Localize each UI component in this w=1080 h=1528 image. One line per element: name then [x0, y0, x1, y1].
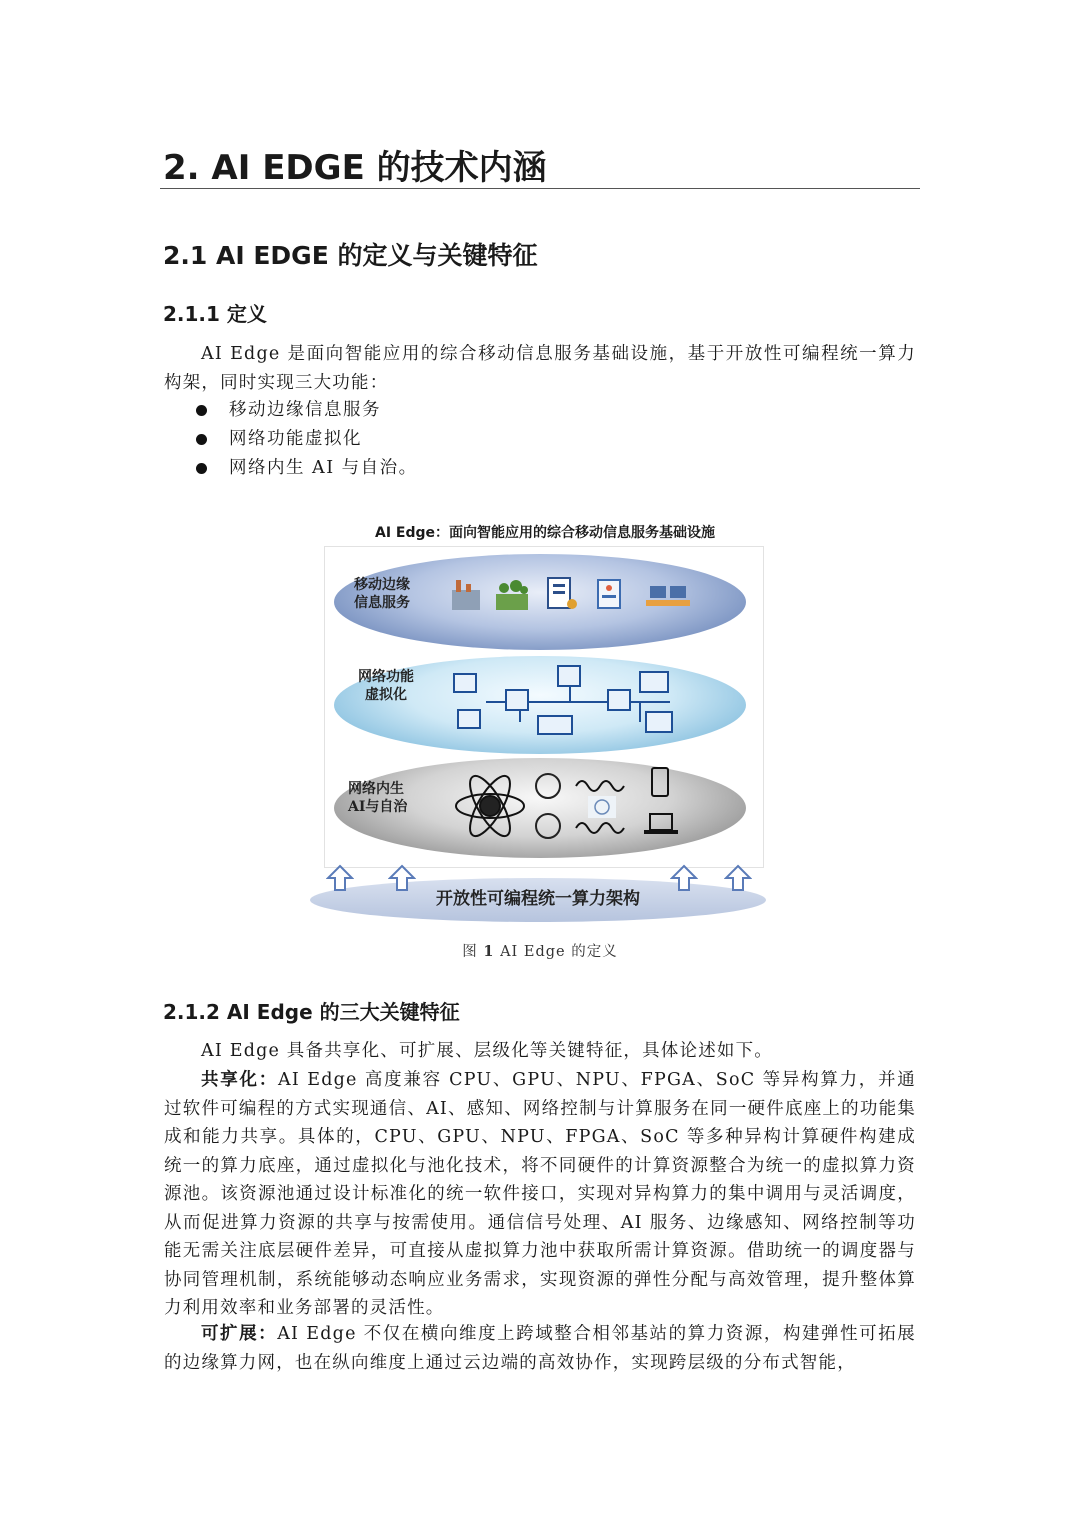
sharing-paragraph	[164, 1066, 916, 1323]
scalable-label: 可扩展：	[201, 1324, 278, 1344]
caption-text: AI Edge 的定义	[494, 944, 618, 960]
brain-icon	[536, 774, 560, 838]
layer-label-line: 信息服务	[354, 595, 410, 611]
subsection-title-definition: 2.1.1 定义	[163, 302, 267, 326]
definition-paragraph: AI Edge 是面向智能应用的综合移动信息服务基础设施，基于开放性可编程统一算力构架，同时实现三大功能：	[164, 344, 916, 393]
base-platform-label: 开放性可编程统一算力架构	[436, 889, 640, 909]
report-icon	[598, 580, 620, 608]
bullet-icon	[196, 434, 207, 445]
native-ai-icons	[446, 758, 706, 846]
layer-label-nfv	[358, 668, 414, 704]
farm-icon	[496, 580, 528, 610]
figure-title: AI Edge：面向智能应用的综合移动信息服务基础设施	[374, 525, 716, 541]
document-icon	[548, 578, 577, 609]
ai-edge-definition-figure	[310, 518, 780, 928]
bullet-icon	[196, 463, 207, 474]
laptop-icon	[644, 814, 678, 834]
figure-caption	[0, 940, 1080, 961]
fingerprint-icon	[588, 796, 616, 818]
layer-label-line: AI与自治	[348, 799, 408, 815]
list-item-text: 移动边缘信息服务	[229, 400, 381, 420]
scalable-text: AI Edge 不仅在横向维度上跨域整合相邻基站的算力资源，构建弹性可拓展的边缘算力网，也在纵向维度上通过云边端的高效协作，实现跨层级的分布式智能，	[164, 1324, 916, 1373]
layer-label-line: 虚拟化	[365, 687, 407, 703]
smartphone-icon	[652, 768, 668, 796]
layer-label-line: 移动边缘	[354, 577, 410, 593]
server-icon	[454, 674, 480, 728]
workstation-icon	[646, 586, 690, 606]
caption-prefix: 图	[462, 944, 484, 960]
layer-label-line: 网络功能	[358, 669, 414, 685]
switch-icon	[506, 690, 630, 710]
chapter-divider	[160, 188, 920, 189]
list-item	[196, 425, 418, 454]
nfv-topology-icons	[450, 662, 700, 738]
list-item-text: 网络内生 AI 与自治。	[229, 458, 418, 478]
sharing-label: 共享化：	[201, 1070, 278, 1090]
router-icon	[538, 666, 580, 734]
layer-label-mobile-edge	[354, 576, 410, 612]
caption-number: 1	[483, 943, 495, 960]
sharing-text: AI Edge 高度兼容 CPU、GPU、NPU、FPGA、SoC 等异构算力，并通过软件可编程的方式实现通信、AI、感知、网络控制与计算服务在同一硬件底座上的功能集成和能力共享。具体的，CPU、GPU、NPU、FPGA、SoC 等多种异构计算硬件构建成统一的算力底座，通过虚拟化与池化技术，将不同硬件的计算资源整合为统一的虚拟算力资源池。该资源池通过设计标准化的统一软件接口，实现对异构算力的集中调用与灵活调度，从而促进算力资源的共享与按需使用。通信信号处理、AI 服务、边缘感知、网络控制等功能无需关注底层硬件差异，可直接从虚拟算力池中获取所需计算资源。借助统一的调度器与协同管理机制，系统能够动态响应业务需求，实现资源的弹性分配与高效管理，提升整体算力利用效率和业务部署的灵活性。	[164, 1070, 916, 1318]
mobile-edge-icons	[450, 574, 700, 618]
factory-icon	[452, 580, 480, 610]
layer-label-native-ai	[348, 780, 407, 816]
bullet-icon	[196, 405, 207, 416]
chapter-title: 2. AI EDGE 的技术内涵	[163, 148, 547, 188]
function-list	[196, 396, 418, 483]
scalable-paragraph	[164, 1320, 916, 1377]
list-item	[196, 454, 418, 483]
layer-label-line: 网络内生	[348, 781, 404, 797]
subsection-title-features: 2.1.2 AI Edge 的三大关键特征	[163, 1000, 460, 1024]
section-title: 2.1 AI EDGE 的定义与关键特征	[163, 241, 538, 270]
list-item-text: 网络功能虚拟化	[229, 429, 362, 449]
list-item	[196, 396, 418, 425]
features-intro-paragraph: AI Edge 具备共享化、可扩展、层级化等关键特征，具体论述如下。	[201, 1041, 774, 1061]
ai-atom-icon	[456, 771, 524, 842]
